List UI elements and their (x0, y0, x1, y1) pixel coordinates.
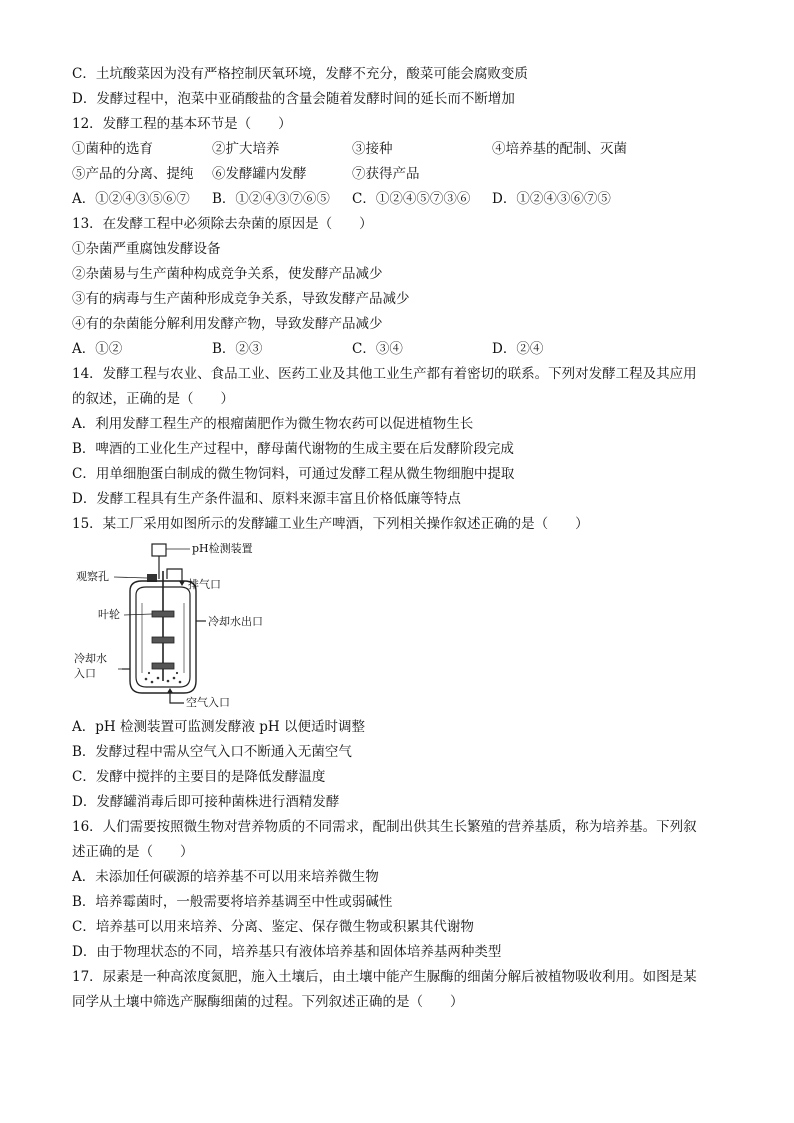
q13-option-c[interactable]: C．③④ (352, 341, 403, 357)
q13-stem: 13．在发酵工程中必须除去杂菌的原因是（ ） (72, 216, 373, 232)
q17-stem-line-2: 同学从土壤中筛选产脲酶细菌的过程。下列叙述正确的是（ ） (72, 994, 464, 1010)
q15-option-d[interactable]: D．发酵罐消毒后即可接种菌株进行酒精发酵 (72, 794, 340, 810)
label-cooling-water-in-1: 冷却水 (74, 652, 107, 665)
q15-option-a[interactable]: A．pH 检测装置可监测发酵液 pH 以便适时调整 (72, 719, 365, 735)
q12-option-d[interactable]: D．①②④③⑥⑦⑤ (492, 191, 611, 207)
q12-items-row-1 (72, 137, 732, 162)
q13-option-d[interactable]: D．②④ (492, 341, 544, 357)
q13-option-b[interactable]: B．②③ (212, 341, 263, 357)
exam-page (72, 62, 732, 1015)
q13-item: ②杂菌易与生产菌种构成竞争关系，使发酵产品减少 (72, 266, 383, 282)
q12-option-c[interactable]: C．①②④⑤⑦③⑥ (352, 191, 471, 207)
q12-item: ②扩大培养 (212, 141, 280, 157)
q12-stem: 12．发酵工程的基本环节是（ ） (72, 116, 292, 132)
q13-options (72, 337, 732, 362)
q13-item: ①杂菌严重腐蚀发酵设备 (72, 241, 221, 257)
q15-option-b[interactable]: B．发酵过程中需从空气入口不断通入无菌空气 (72, 744, 352, 760)
q14-stem-line-1: 14．发酵工程与农业、食品工业、医药工业及其他工业生产都有着密切的联系。下列对发酵工程及其应用 (72, 366, 697, 382)
label-cooling-water-out: 冷却水出口 (208, 615, 263, 628)
label-ph-device: pH检测装置 (192, 542, 253, 555)
q11-option-c: C．土坑酸菜因为没有严格控制厌氧环境，发酵不充分，酸菜可能会腐败变质 (72, 66, 528, 82)
q14-option-a[interactable]: A．利用发酵工程生产的根瘤菌肥作为微生物农药可以促进植物生长 (72, 416, 474, 432)
q16-option-d[interactable]: D．由于物理状态的不同，培养基只有液体培养基和固体培养基两种类型 (72, 944, 502, 960)
q16-stem-line-2: 述正确的是（ ） (72, 844, 194, 860)
q12-item: ④培养基的配制、灭菌 (492, 141, 627, 157)
label-observation-port: 观察孔 (76, 570, 109, 583)
q12-options (72, 187, 732, 212)
q11-option-d: D．发酵过程中，泡菜中亚硝酸盐的含量会随着发酵时间的延长而不断增加 (72, 91, 515, 107)
q12-item: ③接种 (352, 141, 393, 157)
q16-option-c[interactable]: C．培养基可以用来培养、分离、鉴定、保存微生物或积累其代谢物 (72, 919, 474, 935)
q12-item: ⑥发酵罐内发酵 (212, 166, 307, 182)
label-air-inlet: 空气入口 (186, 696, 230, 709)
q14-option-b[interactable]: B．啤酒的工业化生产过程中，酵母菌代谢物的生成主要在后发酵阶段完成 (72, 441, 514, 457)
q16-option-a[interactable]: A．未添加任何碳源的培养基不可以用来培养微生物 (72, 869, 379, 885)
q13-item: ④有的杂菌能分解利用发酵产物，导致发酵产品减少 (72, 316, 383, 332)
q16-stem-line-1: 16．人们需要按照微生物对营养物质的不同需求，配制出供其生长繁殖的营养基质，称为培养基。下列叙 (72, 819, 697, 835)
q15-stem: 15．某工厂采用如图所示的发酵罐工业生产啤酒，下列相关操作叙述正确的是（ ） (72, 516, 589, 532)
q16-option-b[interactable]: B．培养霉菌时，一般需要将培养基调至中性或弱碱性 (72, 894, 393, 910)
label-impeller: 叶轮 (98, 608, 120, 621)
label-cooling-water-in-2: 入口 (74, 667, 96, 680)
q14-option-c[interactable]: C．用单细胞蛋白制成的微生物饲料，可通过发酵工程从微生物细胞中提取 (72, 466, 515, 482)
q13-item: ③有的病毒与生产菌种形成竞争关系，导致发酵产品减少 (72, 291, 410, 307)
q12-item: ⑦获得产品 (352, 166, 420, 182)
q12-item: ①菌种的选育 (72, 141, 153, 157)
fermenter-diagram (72, 541, 282, 709)
q12-option-b[interactable]: B．①②④③⑦⑥⑤ (212, 191, 330, 207)
q13-option-a[interactable]: A．①② (72, 341, 123, 357)
q15-option-c[interactable]: C．发酵中搅拌的主要目的是降低发酵温度 (72, 769, 326, 785)
label-exhaust: 排气口 (188, 578, 221, 591)
q17-stem-line-1: 17．尿素是一种高浓度氮肥，施入土壤后，由土壤中能产生脲酶的细菌分解后被植物吸收利用。如图是某 (72, 969, 697, 985)
q12-option-a[interactable]: A．①②④③⑤⑥⑦ (72, 191, 190, 207)
q14-stem-line-2: 的叙述，正确的是（ ） (72, 391, 234, 407)
q12-item: ⑤产品的分离、提纯 (72, 166, 194, 182)
q14-option-d[interactable]: D．发酵工程具有生产条件温和、原料来源丰富且价格低廉等特点 (72, 491, 461, 507)
q12-items-row-2 (72, 162, 732, 187)
